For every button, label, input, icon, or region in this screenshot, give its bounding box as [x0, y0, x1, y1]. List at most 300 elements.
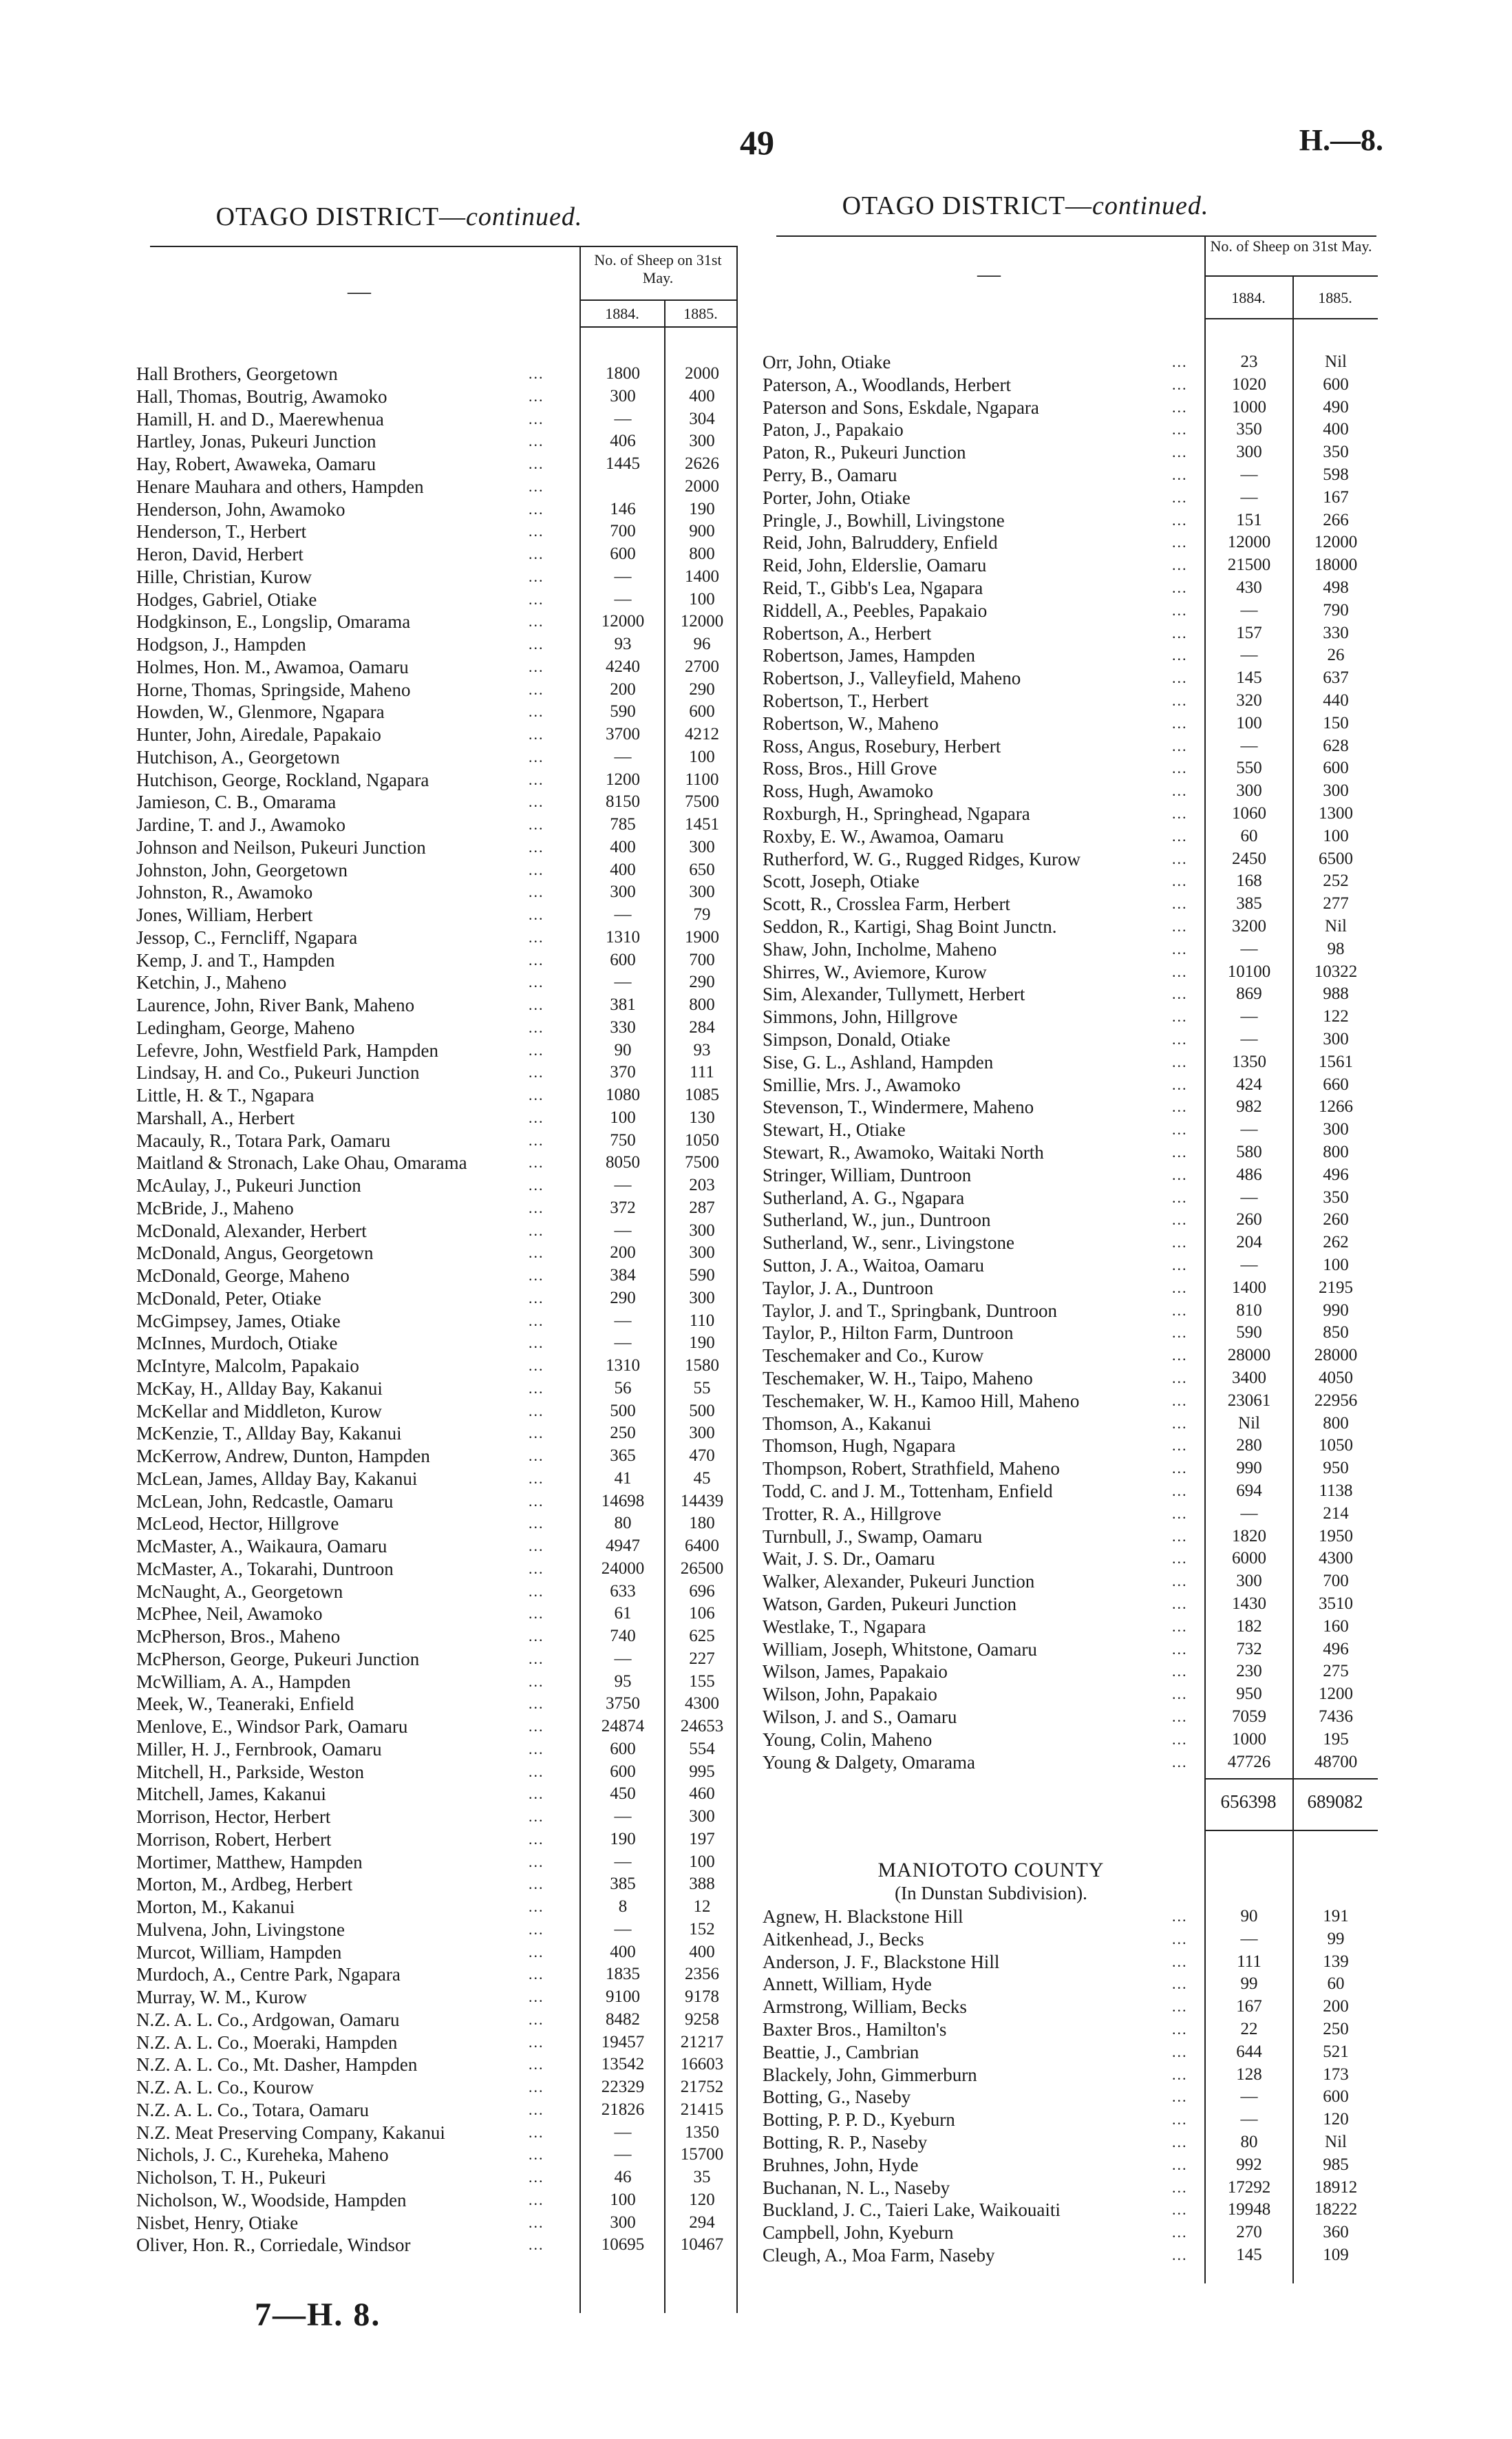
leader-dots: ... [1172, 646, 1188, 664]
sheep-1885: 800 [1323, 1413, 1349, 1433]
table-row [763, 1367, 1376, 1390]
owner-name: Jamieson, C. B., Omarama [136, 792, 337, 813]
leader-dots: ... [529, 1649, 544, 1667]
sheep-1885: 1100 [685, 770, 719, 789]
leader-dots: ... [1172, 1459, 1188, 1477]
sheep-1885: 167 [1323, 487, 1349, 507]
leader-dots: ... [529, 1402, 544, 1419]
sheep-1885: 4212 [685, 725, 719, 743]
leader-dots: ... [1172, 1324, 1188, 1342]
sheep-1885: 14439 [680, 1491, 724, 1510]
table-row [136, 1535, 749, 1558]
leader-dots: ... [1172, 962, 1188, 980]
sheep-1884: 46 [614, 2168, 632, 2186]
sheep-1884: 167 [1236, 1997, 1262, 2016]
sheep-1884: 100 [610, 2190, 636, 2209]
owner-name: Johnson and Neilson, Pukeuri Junction [136, 836, 426, 858]
owner-name: Johnston, John, Georgetown [136, 859, 348, 880]
sheep-1884: — [1240, 1007, 1258, 1026]
sheep-1885: 2000 [685, 364, 719, 383]
owner-name: Simmons, John, Hillgrove [763, 1006, 958, 1028]
owner-name: Nisbet, Henry, Otiake [136, 2212, 299, 2233]
owner-name: Laurence, John, River Bank, Maheno [136, 995, 415, 1015]
sheep-1885: 120 [689, 2190, 715, 2209]
sheep-1884: 12000 [601, 612, 645, 631]
sheep-1885: 800 [689, 545, 715, 563]
sheep-1885: 300 [689, 1221, 715, 1240]
sheep-1884: — [1240, 1503, 1258, 1523]
owner-name: Seddon, R., Kartigi, Shag Boint Junctn. [763, 916, 1057, 937]
owner-name: Meek, W., Teaneraki, Enfield [136, 1693, 354, 1715]
owner-name: Sutherland, W., jun., Duntroon [763, 1210, 991, 1231]
table-row [763, 1729, 1376, 1751]
sheep-1885: 6400 [685, 1537, 719, 1555]
table-row [136, 2053, 749, 2076]
table-row [763, 1028, 1376, 1051]
sheep-1884: 90 [1240, 1907, 1258, 1925]
table-row [763, 1905, 1376, 1928]
owner-name: Reid, T., Gibb's Lea, Ngapara [763, 578, 983, 598]
leader-dots: ... [529, 1537, 544, 1554]
sheep-1884: 550 [1236, 759, 1262, 778]
owner-name: Nichols, J. C., Kureheka, Maheno [136, 2144, 389, 2166]
leader-dots: ... [1172, 1165, 1188, 1183]
table-row [763, 1390, 1376, 1413]
sheep-1884: 190 [610, 1829, 636, 1848]
leader-dots: ... [529, 1469, 544, 1487]
leader-dots: ... [529, 1830, 544, 1848]
table-row [136, 724, 749, 746]
leader-dots: ... [529, 1988, 544, 2005]
table-row [763, 1525, 1376, 1548]
right-group-rule [1204, 275, 1378, 277]
owner-name: Hunter, John, Airedale, Papakaio [136, 724, 381, 745]
owner-name: McLean, John, Redcastle, Oamaru [136, 1490, 394, 1512]
leader-dots: ... [529, 1131, 544, 1149]
leader-dots: ... [1172, 443, 1188, 461]
table-row [763, 1051, 1376, 1074]
leader-dots: ... [529, 2123, 544, 2141]
leader-dots: ... [1172, 375, 1188, 393]
table-row [763, 2018, 1376, 2041]
sheep-1885: 111 [690, 1063, 714, 1082]
table-row [136, 1152, 749, 1174]
sheep-1884: 300 [1236, 1572, 1262, 1591]
leader-dots: ... [529, 1492, 544, 1510]
owner-name: Wilson, John, Papakaio [763, 1684, 937, 1705]
sheep-1884: 128 [1236, 2065, 1262, 2084]
table-row [763, 1973, 1376, 1996]
owner-name: McPherson, George, Pukeuri Junction [136, 1648, 420, 1669]
left-blank-header: — [348, 279, 371, 304]
sheep-1885: 1350 [685, 2122, 719, 2142]
leader-dots: ... [1172, 353, 1188, 370]
page-number: 49 [740, 123, 774, 162]
leader-dots: ... [1172, 918, 1188, 935]
owner-name: McPherson, Bros., Maheno [136, 1626, 341, 1647]
table-row [763, 712, 1376, 735]
sheep-1885: 700 [1323, 1572, 1349, 1591]
table-row [136, 589, 749, 611]
leader-dots: ... [529, 703, 544, 721]
leader-dots: ... [529, 1559, 544, 1577]
table-row [136, 1828, 749, 1851]
sheep-1885: 304 [689, 409, 715, 428]
sheep-1884: 19948 [1227, 2200, 1271, 2219]
sheep-1884: 9100 [606, 1987, 640, 2006]
leader-dots: ... [1172, 1730, 1188, 1748]
table-row [136, 1919, 749, 1941]
owner-name: Mitchell, James, Kakanui [136, 1784, 326, 1805]
sheep-1884: — [1240, 600, 1258, 620]
sheep-1884: 95 [614, 1671, 632, 1691]
owner-name: Baxter Bros., Hamilton's [763, 2019, 947, 2040]
table-row [136, 1355, 749, 1377]
sheep-1884: 990 [1236, 1459, 1262, 1478]
owner-name: Hodgson, J., Hampden [136, 634, 306, 655]
table-row [763, 1570, 1376, 1593]
sheep-1885: 300 [689, 883, 715, 902]
table-row [763, 1951, 1376, 1974]
owner-name: N.Z. A. L. Co., Mt. Dasher, Hampden [136, 2054, 418, 2076]
leader-dots: ... [529, 680, 544, 698]
sheep-1885: 1050 [1319, 1436, 1353, 1455]
leader-dots: ... [529, 973, 544, 991]
sheep-1885: 290 [689, 679, 715, 699]
owner-name: Watson, Garden, Pukeuri Junction [763, 1594, 1017, 1614]
table-row [763, 419, 1376, 441]
left-title-text: OTAGO DISTRICT— [215, 202, 467, 231]
right-year-1884: 1884. [1231, 289, 1266, 306]
owner-name: Hille, Christian, Kurow [136, 566, 312, 587]
table-row [136, 633, 749, 656]
owner-name: Hodges, Gabriel, Otiake [136, 589, 317, 610]
leader-dots: ... [529, 545, 544, 562]
sheep-1884: 400 [610, 1942, 636, 1961]
owner-name: McKay, H., Allday Bay, Kakanui [136, 1377, 383, 1399]
owner-name: Scott, Joseph, Otiake [763, 871, 919, 892]
sheep-1884: 430 [1236, 578, 1262, 597]
leader-dots: ... [1172, 601, 1188, 619]
table-row [136, 566, 749, 589]
left-year-1884: 1884. [605, 305, 639, 322]
sheep-1885: 496 [1323, 1639, 1349, 1658]
sheep-1884: 330 [610, 1017, 636, 1037]
sheep-1884: 230 [1236, 1662, 1262, 1681]
owner-name: Botting, P. P. D., Kyeburn [763, 2109, 955, 2131]
table-row [136, 1310, 749, 1333]
sheep-1884: 1310 [606, 1356, 640, 1375]
sheep-1884: 1200 [606, 770, 640, 789]
table-row [136, 2031, 749, 2054]
owner-name: Murray, W. M., Kurow [136, 1987, 307, 2007]
table-row [136, 408, 749, 431]
table-row [136, 1039, 749, 1062]
owner-name: Morrison, Hector, Herbert [136, 1806, 331, 1827]
sheep-1884: 145 [1236, 668, 1262, 688]
leader-dots: ... [529, 1108, 544, 1126]
sheep-1884: — [1240, 465, 1258, 484]
sheep-1884: 400 [610, 860, 636, 879]
leader-dots: ... [1172, 1188, 1188, 1206]
owner-name: McBride, J., Maheno [136, 1197, 294, 1218]
owner-name: Cleugh, A., Moa Farm, Naseby [763, 2245, 995, 2266]
table-row [136, 927, 749, 949]
table-row [763, 2064, 1376, 2087]
sheep-1884: — [614, 589, 632, 609]
sheep-1884: 204 [1236, 1233, 1262, 1252]
table-row [136, 1625, 749, 1648]
table-row [136, 386, 749, 408]
sheep-1884: Nil [1238, 1413, 1260, 1433]
sheep-1884: 300 [1236, 443, 1262, 462]
table-row [763, 1096, 1376, 1119]
sheep-1884: 41 [614, 1468, 632, 1488]
table-row [136, 1783, 749, 1806]
sheep-1884: — [1240, 1929, 1258, 1948]
leader-dots: ... [529, 1086, 544, 1104]
leader-dots: ... [1172, 669, 1188, 687]
leader-dots: ... [1172, 2111, 1188, 2129]
right-total-1884: 656398 [1220, 1791, 1277, 1812]
owner-name: McKerrow, Andrew, Dunton, Hampden [136, 1446, 430, 1466]
owner-name: Porter, John, Otiake [763, 487, 911, 508]
leader-dots: ... [1172, 1008, 1188, 1026]
table-row [763, 622, 1376, 645]
table-row [136, 904, 749, 927]
sheep-1884: 145 [1236, 2246, 1262, 2264]
table-row [763, 1548, 1376, 1570]
table-row [136, 430, 749, 453]
sheep-1884: 365 [610, 1446, 636, 1465]
owner-name: McPhee, Neil, Awamoko [136, 1603, 323, 1625]
sheep-1885: 190 [689, 1333, 715, 1353]
sheep-1885: 598 [1323, 465, 1349, 484]
sheep-1884: — [1240, 646, 1258, 665]
leader-dots: ... [1172, 1708, 1188, 1725]
sheep-1885: 191 [1323, 1907, 1349, 1925]
leader-dots: ... [529, 1424, 544, 1442]
sheep-1885: 79 [693, 905, 711, 924]
table-row [136, 1873, 749, 1896]
sheep-1885: 26500 [680, 1559, 724, 1578]
owner-name: Hodgkinson, E., Longslip, Omarama [136, 611, 411, 633]
leader-dots: ... [1172, 1391, 1188, 1409]
right-year-1885: 1885. [1318, 289, 1352, 306]
table-row [763, 1593, 1376, 1616]
owner-name: Ross, Hugh, Awamoko [763, 781, 934, 802]
sheep-1885: 350 [1323, 443, 1349, 462]
table-row [763, 825, 1376, 848]
sheep-1884: 146 [610, 499, 636, 518]
owner-name: Sutherland, A. G., Ngapara [763, 1187, 965, 1208]
sheep-1885: 18000 [1314, 556, 1358, 575]
owner-name: Stringer, William, Duntroon [763, 1164, 972, 1185]
sheep-1884: 810 [1236, 1300, 1262, 1320]
sheep-1884: — [614, 1919, 632, 1939]
owner-name: Blackely, John, Gimmerburn [763, 2064, 977, 2085]
table-row [763, 1232, 1376, 1254]
right-year-rule [1204, 318, 1378, 319]
leader-dots: ... [529, 1514, 544, 1532]
owner-name: Jessop, C., Ferncliff, Ngapara [136, 927, 358, 948]
owner-name: McMaster, A., Waikaura, Oamaru [136, 1536, 387, 1556]
sheep-1884: 1430 [1232, 1594, 1266, 1613]
owner-name: Annett, William, Hyde [763, 1974, 932, 1995]
sheep-1885: 252 [1323, 872, 1349, 891]
sheep-1884: 600 [610, 1739, 636, 1758]
table-row [763, 1616, 1376, 1638]
sheep-1885: 850 [1323, 1323, 1349, 1342]
left-year-rule [579, 326, 736, 328]
leader-dots: ... [529, 590, 544, 608]
table-row [763, 1928, 1376, 1951]
sheep-1885: 990 [1323, 1300, 1349, 1320]
owner-name: Shirres, W., Aviemore, Kurow [763, 961, 987, 982]
sheep-1885: 98 [1327, 939, 1345, 958]
sheep-1885: 200 [1323, 1997, 1349, 2016]
sheep-1884: — [1240, 2087, 1258, 2107]
leader-dots: ... [529, 906, 544, 923]
sheep-1885: 1950 [1319, 1526, 1353, 1545]
leader-dots: ... [1172, 1908, 1188, 1925]
owner-name: Robertson, J., Valleyfield, Maheno [763, 668, 1021, 689]
owner-name: Orr, John, Otiake [763, 352, 891, 372]
leader-dots: ... [529, 838, 544, 856]
sheep-1885: 300 [689, 1807, 715, 1826]
leader-dots: ... [1172, 1753, 1188, 1771]
sheep-1885: 26 [1327, 646, 1345, 665]
sheep-1884: 600 [610, 545, 636, 563]
leader-dots: ... [529, 2056, 544, 2073]
owner-name: N.Z. Meat Preserving Company, Kakanui [136, 2122, 445, 2143]
sheep-1885: 139 [1323, 1952, 1349, 1971]
table-row [763, 893, 1376, 916]
sheep-1884: 250 [610, 1424, 636, 1443]
sheep-1885: 9178 [685, 1987, 719, 2006]
owner-name: Sutton, J. A., Waitoa, Oamaru [763, 1255, 985, 1276]
right-group-header: No. of Sheep on 31st May. [1210, 237, 1372, 255]
owner-name: McMaster, A., Tokarahi, Duntroon [136, 1558, 394, 1579]
sheep-1885: 490 [1323, 397, 1349, 416]
left-title-continued: continued. [466, 202, 583, 231]
sheep-1885: 100 [1323, 826, 1349, 845]
owner-name: Little, H. & T., Ngapara [136, 1085, 315, 1106]
sheep-1884: 385 [610, 1875, 636, 1894]
owner-name: Paterson and Sons, Eskdale, Ngapara [763, 397, 1039, 418]
sheep-1885: 790 [1323, 600, 1349, 620]
sheep-1885: 7500 [685, 1153, 719, 1172]
table-row [136, 1738, 749, 1761]
sheep-1885: 2626 [685, 454, 719, 473]
sheep-1884: 270 [1236, 2223, 1262, 2242]
sheep-1885: 100 [689, 1852, 715, 1871]
sheep-1885: 388 [689, 1875, 715, 1894]
left-group-rule [579, 299, 736, 301]
sheep-1885: 521 [1323, 2042, 1349, 2061]
sheep-1885: 1085 [685, 1086, 719, 1104]
owner-name: Buchanan, N. L., Naseby [763, 2177, 950, 2198]
right-total-rule-top [1204, 1778, 1378, 1780]
sheep-1885: 214 [1323, 1503, 1349, 1523]
sheep-1885: 48700 [1314, 1752, 1358, 1771]
table-row [763, 1074, 1376, 1097]
owner-name: Roxby, E. W., Awamoa, Oamaru [763, 825, 1004, 847]
sheep-1885: 650 [689, 860, 715, 879]
owner-name: Hall, Thomas, Boutrig, Awamoko [136, 386, 387, 407]
sheep-1884: 4240 [606, 657, 640, 676]
sheep-1885: 400 [689, 1942, 715, 1961]
sheep-1884: — [614, 905, 632, 924]
sheep-1885: 266 [1323, 510, 1349, 529]
owner-name: McKenzie, T., Allday Bay, Kakanui [136, 1423, 402, 1444]
sheep-1885: 7436 [1319, 1707, 1353, 1726]
leader-dots: ... [529, 1447, 544, 1464]
owner-name: Maitland & Stronach, Lake Ohau, Omarama [136, 1152, 467, 1174]
sheep-1885: 155 [689, 1671, 715, 1691]
sheep-1884: 260 [1236, 1210, 1262, 1229]
table-row [763, 1119, 1376, 1141]
owner-name: Robertson, W., Maheno [763, 712, 939, 734]
table-row [763, 2041, 1376, 2064]
table-row [136, 791, 749, 814]
table-row [136, 498, 749, 521]
table-row [136, 1761, 749, 1784]
leader-dots: ... [1172, 714, 1188, 732]
leader-dots: ... [1172, 1098, 1188, 1116]
leader-dots: ... [529, 522, 544, 540]
table-row [763, 667, 1376, 690]
leader-dots: ... [1172, 1482, 1188, 1499]
leader-dots: ... [529, 1221, 544, 1239]
table-row [136, 1017, 749, 1039]
sheep-1884: — [1240, 939, 1258, 958]
table-row [136, 2144, 749, 2166]
table-row [136, 2122, 749, 2144]
table-row [763, 1996, 1376, 2018]
owner-name: Horne, Thomas, Springside, Maheno [136, 679, 411, 700]
sheep-1885: 1561 [1319, 1052, 1353, 1071]
table-row [136, 1197, 749, 1220]
table-row [763, 1141, 1376, 1164]
sheep-1885: 99 [1327, 1929, 1345, 1948]
owner-name: Buckland, J. C., Taieri Lake, Waikouaiti [763, 2199, 1061, 2221]
sheep-1885: 300 [1323, 781, 1349, 801]
sheep-1884: 182 [1236, 1616, 1262, 1636]
owner-name: Young, Colin, Maheno [763, 1729, 933, 1750]
sheep-1884: 24874 [601, 1717, 645, 1735]
leader-dots: ... [1172, 1369, 1188, 1386]
leader-dots: ... [1172, 1053, 1188, 1070]
right-total-1885: 689082 [1307, 1791, 1363, 1812]
table-row [763, 464, 1376, 487]
sheep-1884: — [614, 2122, 632, 2142]
sheep-1885: 470 [689, 1446, 715, 1465]
sheep-1885: 637 [1323, 668, 1349, 688]
table-row [763, 531, 1376, 554]
sheep-1884: 1310 [606, 927, 640, 947]
owner-name: Simpson, Donald, Otiake [763, 1029, 950, 1050]
sheep-1884: 100 [610, 1108, 636, 1127]
leader-dots: ... [1172, 2133, 1188, 2151]
sheep-1885: 277 [1323, 894, 1349, 914]
table-row [763, 1254, 1376, 1277]
sheep-1884: 580 [1236, 1143, 1262, 1161]
leader-dots: ... [529, 2078, 544, 2095]
table-row [136, 746, 749, 769]
owner-name: Reid, John, Elderslie, Oamaru [763, 555, 987, 576]
table-row [763, 1209, 1376, 1232]
